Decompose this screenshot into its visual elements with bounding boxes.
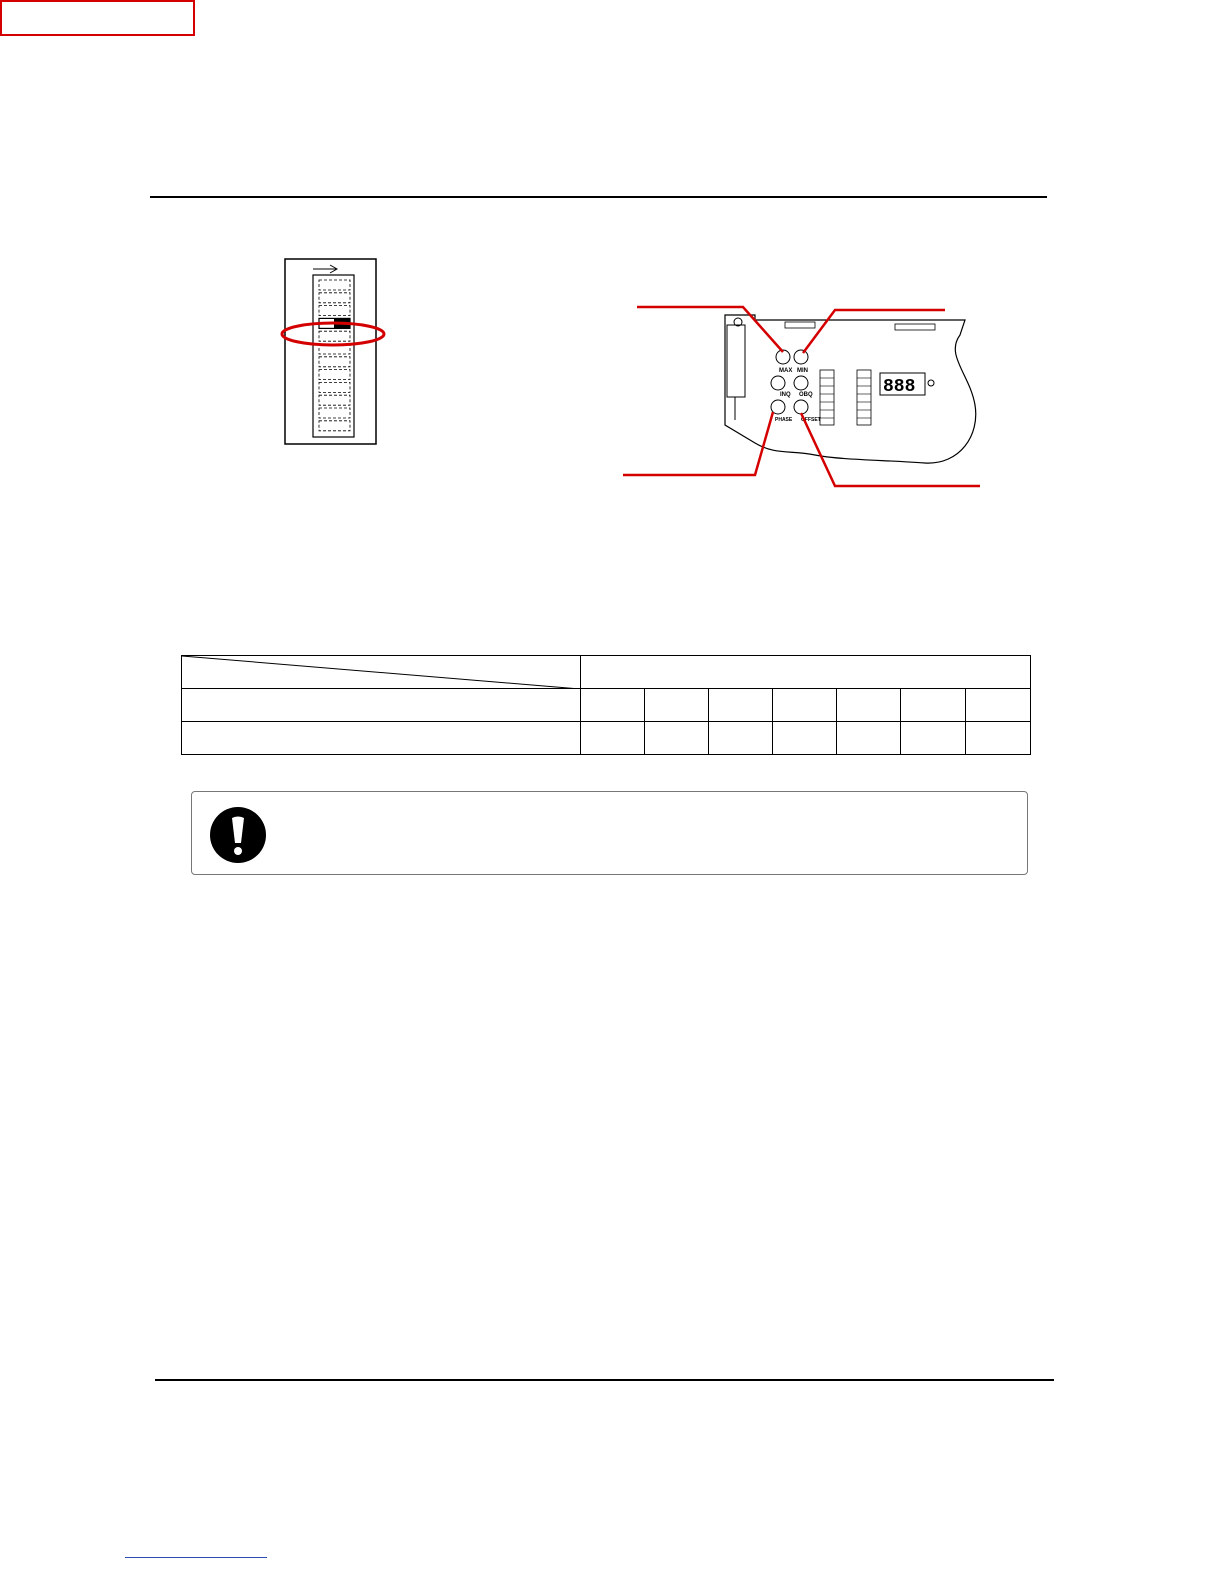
table-cell [709,722,773,755]
footer-link[interactable] [125,1557,267,1558]
table-cell [709,689,773,722]
dip-switch-slot [319,408,350,418]
led-display: 888 [883,377,916,397]
knob-label-offset: OFFSET [801,417,821,423]
table-row-label [182,722,581,755]
table-cell [966,722,1031,755]
dip-switch-figure [270,250,400,455]
dip-switch-slot [319,306,350,316]
table-cell [773,689,837,722]
caution-box [191,791,1028,875]
table-corner-cell [182,656,581,689]
table-row [182,689,1031,722]
knob-label-obq: OBQ [799,392,813,398]
table-row [182,722,1031,755]
knob-label-max: MAX [779,368,793,374]
table-cell [645,722,709,755]
table-cell [837,689,901,722]
pcb-diagram [615,295,995,495]
spec-table [181,655,1031,755]
footer-rule [155,1379,1054,1381]
highlight-ellipse [282,323,384,345]
dip-switch-diagram [270,250,400,455]
table-row-label [182,689,581,722]
table-cell [837,722,901,755]
dip-switch-slots [319,280,350,431]
dip-switch-slot [319,382,350,392]
dip-switch-slot [319,395,350,405]
header-rule [150,196,1047,198]
diagonal-divider [182,656,580,689]
direction-arrow-icon [313,265,337,273]
dip-switch-slot [319,357,350,367]
dip-switch-slot [319,280,350,290]
table-cell [901,722,966,755]
dip-switch-slot [319,421,350,431]
table-cell [581,689,645,722]
table-cell [901,689,966,722]
table-cell [645,689,709,722]
dip-switch-slot [319,370,350,380]
table-header-cell [581,656,1031,689]
exclamation-icon [209,806,267,864]
knob-label-inq: INQ [780,392,791,398]
dip-switch-slot [319,331,350,341]
table-cell [966,689,1031,722]
knob-label-min: MIN [797,368,808,374]
pcb-figure [615,295,995,495]
dip-switch-slot [319,293,350,303]
table-cell [581,722,645,755]
header-badge [0,0,195,36]
knob-label-phase: PHASE [775,417,793,423]
table-cell [773,722,837,755]
